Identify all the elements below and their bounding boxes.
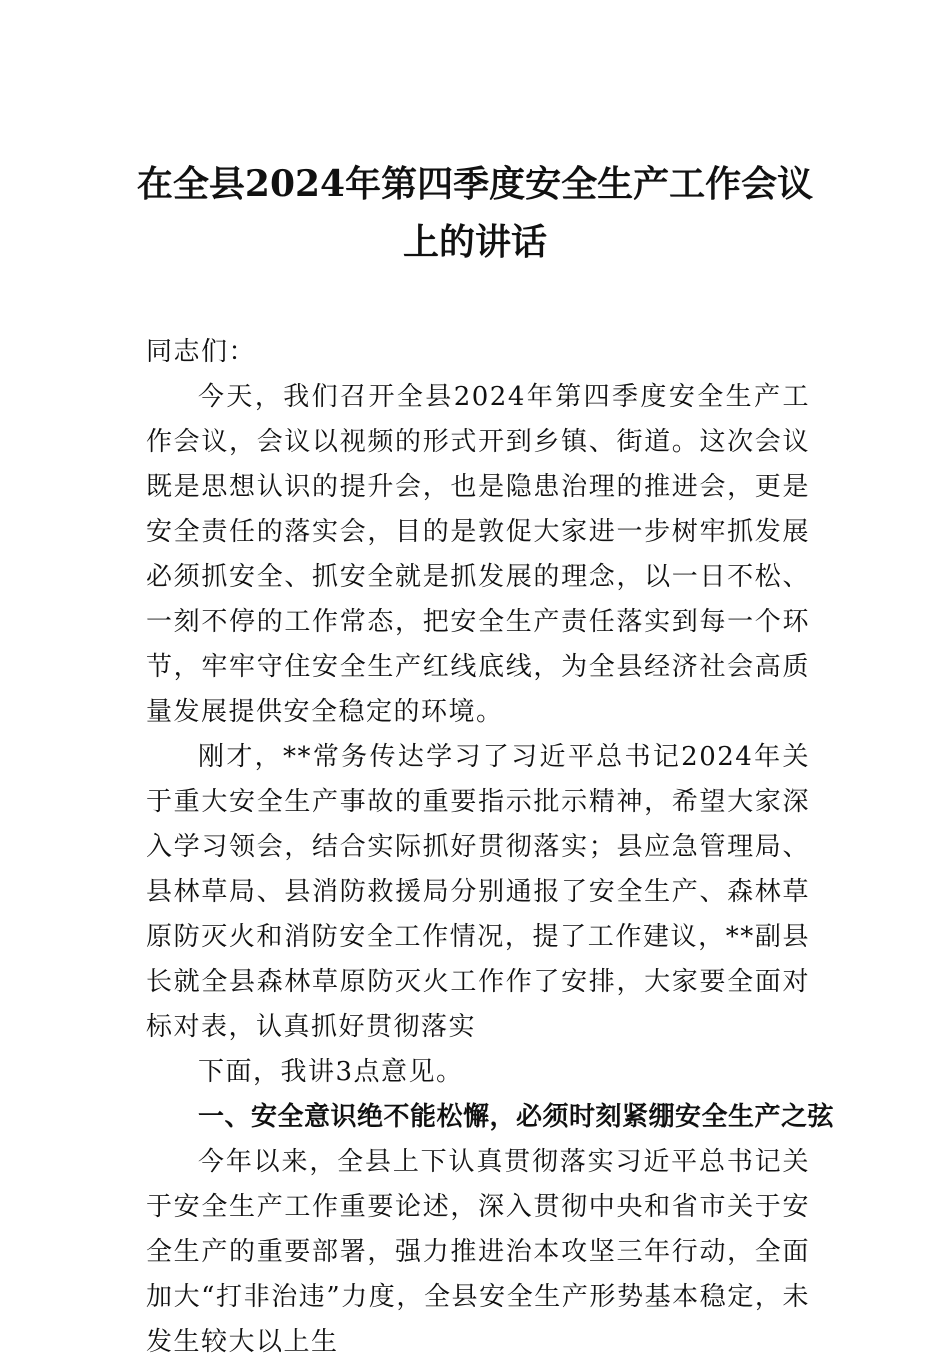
document-body [146,330,835,1365]
title-line-1: 在全县2024年第四季度安全生产工作会议 [136,163,814,205]
paragraph-1: 今天，我们召开全县2024年第四季度安全生产工作会议，会议以视频的形式开到乡镇、街道。这次会议既是思想认识的提升会，也是隐患治理的推进会，更是安全责任的落实会，目的是敦促大家进一步树牢抓发展必须抓安全、抓安全就是抓发展的理念，以一日不松、一刻不停的工作常态，把安全生产责任落实到每一个环节，牢牢守住安全生产红线底线，为全县经济社会高质量发展提供安全稳定的环境。 [146,382,810,727]
document-title [110,155,840,271]
paragraph-2: 刚才，**常务传达学习了习近平总书记2024年关于重大安全生产事故的重要指示批示精神，希望大家深入学习领会，结合实际抓好贯彻落实；县应急管理局、县林草局、县消防救援局分别通报了安全生产、森林草原防灭火和消防安全工作情况，提了工作建议，**副县长就全县森林草原防灭火工作作了安排，大家要全面对标对表，认真抓好贯彻落实 [146,742,810,1042]
section-heading-1: 一、安全意识绝不能松懈，必须时刻紧绷安全生产之弦 [198,1102,835,1132]
paragraph-4: 今年以来，全县上下认真贯彻落实习近平总书记关于安全生产工作重要论述，深入贯彻中央和省市关于安全生产的重要部署，强力推进治本攻坚三年行动，全面加大“打非治违”力度，全县安全生产形势基本稳定，未发生较大以上生 [146,1147,810,1357]
salutation: 同志们： [146,337,257,367]
title-line-2: 上的讲话 [402,221,547,263]
paragraph-3: 下面，我讲3点意见。 [198,1057,464,1087]
